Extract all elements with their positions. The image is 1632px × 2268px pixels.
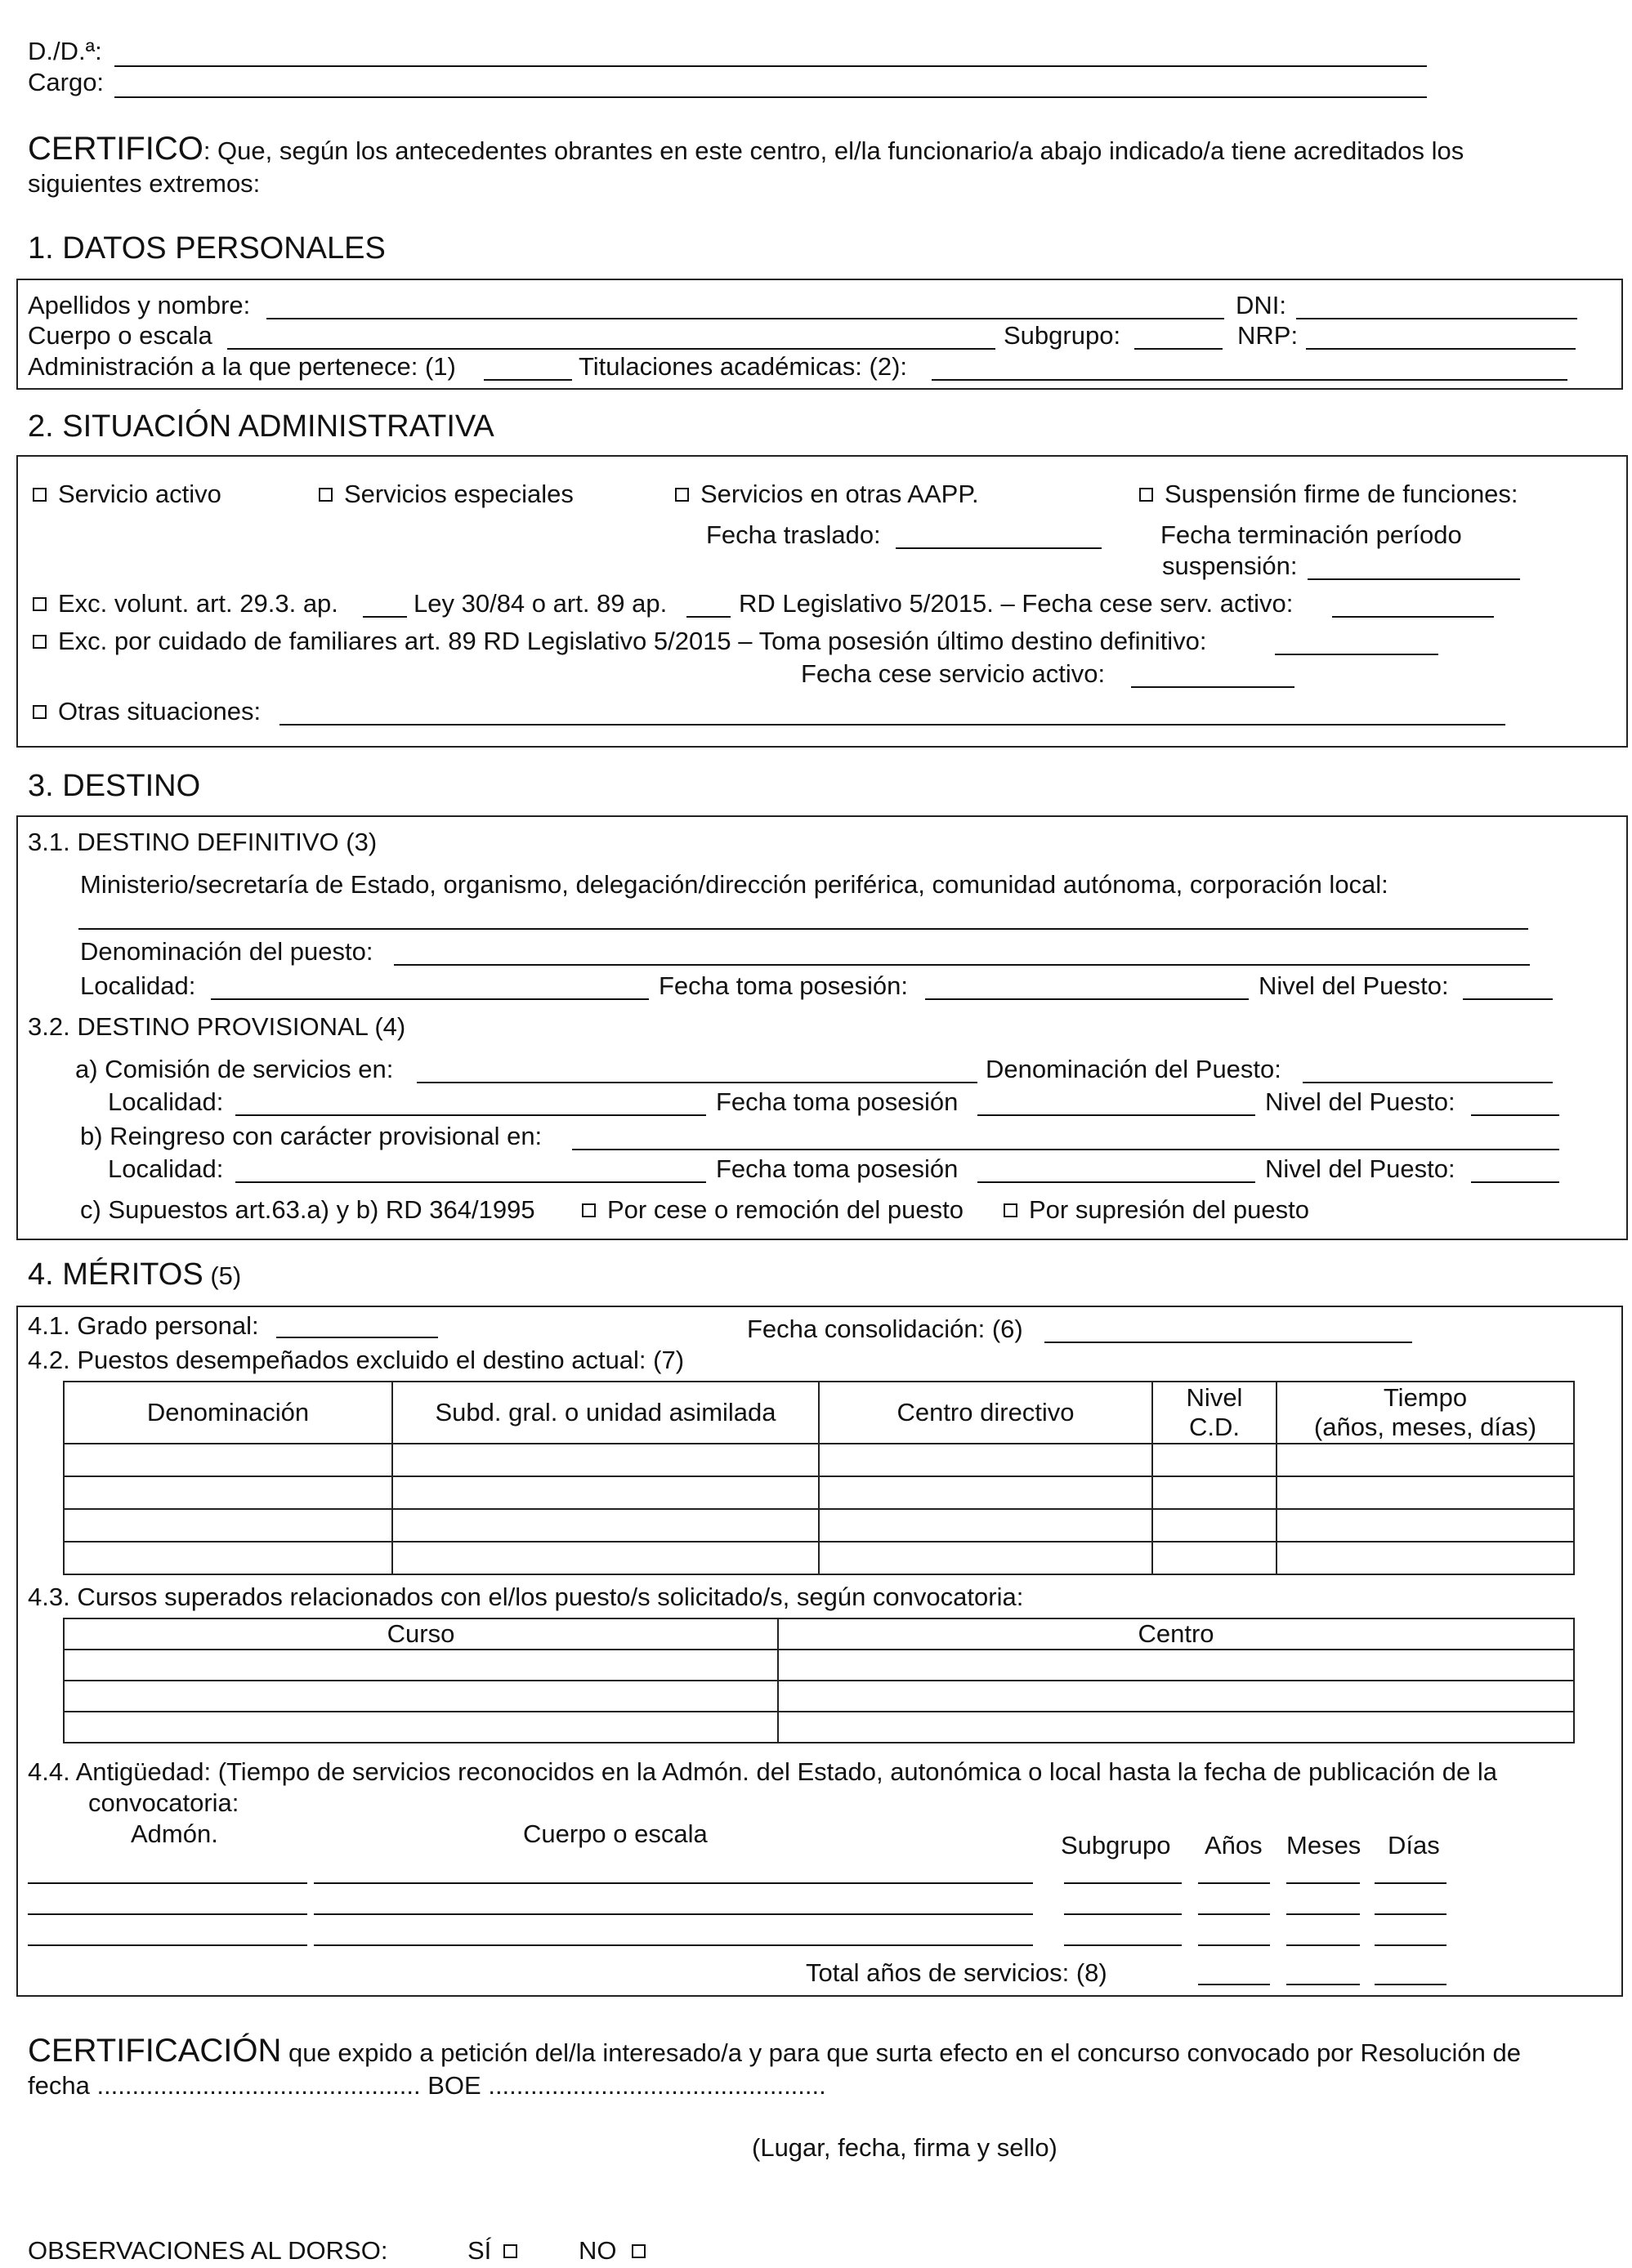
no-label: NO [579, 2236, 617, 2265]
si-label: SÍ [467, 2236, 492, 2265]
subgrupo-field[interactable] [1134, 348, 1223, 350]
fecha-consolidacion-label: Fecha consolidación: (6) [747, 1315, 1023, 1343]
cuerpo-escala-field[interactable] [314, 1882, 1033, 1884]
fecha-toma-b-label: Fecha toma posesión [716, 1154, 959, 1183]
por-supresion-option[interactable] [1004, 1194, 1309, 1225]
dias-field[interactable] [1375, 1882, 1446, 1884]
localidad-label: Localidad: [80, 971, 196, 1000]
puestos-label: 4.2. Puestos desempeñados excluido el destino actual: (7) [28, 1346, 685, 1374]
checkbox[interactable] [632, 2244, 646, 2258]
otras-situaciones-option[interactable] [33, 696, 261, 726]
certificacion-word: CERTIFICACIÓN [28, 2033, 282, 2069]
col-admon: Admón. [131, 1819, 218, 1848]
section-2-title: 2. SITUACIÓN ADMINISTRATIVA [28, 409, 494, 444]
checkbox[interactable] [582, 1203, 596, 1217]
exc-cuidado-option[interactable] [33, 626, 1207, 656]
header-tiempo [1277, 1382, 1574, 1444]
nrp-label: NRP: [1237, 321, 1299, 350]
header-centro-curso: Centro [778, 1618, 1574, 1650]
header-centro: Centro directivo [819, 1382, 1152, 1444]
no-option[interactable] [579, 2235, 657, 2266]
anos-field[interactable] [1198, 1944, 1270, 1946]
antiguedad-label-2: convocatoria: [88, 1788, 239, 1817]
cuerpo-escala-field[interactable] [314, 1944, 1033, 1946]
fecha-toma-label: Fecha toma posesión: [659, 971, 909, 1000]
cuerpo-label: Cuerpo o escala [28, 321, 212, 350]
fecha-cese-activo-field[interactable] [1332, 616, 1494, 618]
grado-field[interactable] [276, 1337, 438, 1338]
exc-volunt-ap2-field[interactable] [686, 616, 731, 618]
otras-situaciones-label: Otras situaciones: [58, 697, 262, 725]
fecha-consolidacion-field[interactable] [1044, 1342, 1412, 1343]
header-curso: Curso [64, 1618, 778, 1650]
subgrupo-ant-field[interactable] [1064, 1882, 1182, 1884]
fecha-cese-label: Fecha cese servicio activo: [801, 659, 1106, 688]
fecha-toma-field[interactable] [925, 998, 1249, 1000]
comision-label: a) Comisión de servicios en: [75, 1055, 394, 1083]
suspension-fecha-field[interactable] [1308, 578, 1520, 580]
suspension-label: Suspensión firme de funciones: [1165, 480, 1518, 508]
admon-field[interactable] [28, 1882, 307, 1884]
administracion-label: Administración a la que pertenece: (1) [28, 352, 456, 381]
header-nivel [1152, 1382, 1277, 1444]
localidad-field[interactable] [211, 998, 649, 1000]
admon-field[interactable] [28, 1944, 307, 1946]
reingreso-field[interactable] [572, 1149, 1559, 1150]
table-header-row [64, 1382, 1574, 1444]
header-nivel-line2: C.D. [1189, 1413, 1240, 1441]
certifico-paragraph [28, 129, 1464, 168]
meses-field[interactable] [1286, 1882, 1360, 1884]
certificacion-paragraph [28, 2031, 1521, 2070]
checkbox[interactable] [675, 488, 689, 502]
name-field[interactable] [114, 65, 1427, 67]
table-row[interactable] [64, 1444, 1574, 1476]
servicios-otras-label: Servicios en otras AAPP. [700, 480, 979, 508]
col-subgrupo: Subgrupo [1061, 1831, 1171, 1859]
meses-field[interactable] [1286, 1944, 1360, 1946]
certificacion-text: que expido a petición del/la interesado/a y para que surta efecto en el concurso convocado por Resolución de [281, 2038, 1521, 2067]
anos-field[interactable] [1198, 1913, 1270, 1915]
subgrupo-ant-field[interactable] [1064, 1913, 1182, 1915]
apellidos-field[interactable] [266, 318, 1224, 319]
nivel-a-label: Nivel del Puesto: [1265, 1087, 1455, 1116]
checkbox[interactable] [33, 635, 47, 649]
dias-field[interactable] [1375, 1944, 1446, 1946]
nivel-a-field[interactable] [1471, 1114, 1559, 1116]
denominacion-puesto-label: Denominación del Puesto: [986, 1055, 1281, 1083]
name-label: D./D.ª: [28, 37, 102, 65]
section-4-heading: 4. MÉRITOS [28, 1257, 203, 1292]
por-supresion-label: Por supresión del puesto [1029, 1195, 1309, 1224]
administracion-field[interactable] [484, 379, 572, 381]
nivel-b-field[interactable] [1471, 1181, 1559, 1183]
servicio-activo-option[interactable] [33, 479, 221, 509]
exc-cuidado-label: Exc. por cuidado de familiares art. 89 RD Legislativo 5/2015 – Toma posesión último destino definitivo: [58, 627, 1207, 655]
supuestos-label: c) Supuestos art.63.a) y b) RD 364/1995 [80, 1195, 535, 1224]
fecha-traslado-label: Fecha traslado: [706, 520, 881, 549]
localidad-a-label: Localidad: [108, 1087, 224, 1116]
fecha-toma-a-label: Fecha toma posesión [716, 1087, 959, 1116]
total-meses-field[interactable] [1286, 1984, 1360, 1985]
fecha-toma-b-field[interactable] [977, 1181, 1255, 1183]
nivel-label: Nivel del Puesto: [1259, 971, 1449, 1000]
table-row[interactable] [64, 1681, 1574, 1712]
section-4-title [28, 1257, 241, 1294]
dni-field[interactable] [1296, 318, 1577, 319]
cargo-field[interactable] [114, 96, 1427, 98]
table-row[interactable] [64, 1509, 1574, 1542]
localidad-a-field[interactable] [235, 1114, 706, 1116]
exc-volunt-option[interactable] [33, 588, 338, 618]
servicio-activo-label: Servicio activo [58, 480, 221, 508]
titulaciones-label: Titulaciones académicas: (2): [579, 352, 908, 381]
exc-volunt-rd-label: RD Legislativo 5/2015. – Fecha cese serv. activo: [739, 589, 1294, 618]
nrp-field[interactable] [1306, 348, 1576, 350]
destino-definitivo-title: 3.1. DESTINO DEFINITIVO (3) [28, 828, 378, 856]
localidad-b-field[interactable] [235, 1181, 706, 1183]
cargo-label: Cargo: [28, 68, 105, 96]
checkbox[interactable] [1004, 1203, 1017, 1217]
col-dias: Días [1388, 1831, 1440, 1859]
denominacion-label: Denominación del puesto: [80, 937, 373, 966]
table-row[interactable] [64, 1542, 1574, 1574]
exc-volunt-ap-field[interactable] [363, 616, 407, 618]
cuerpo-escala-field[interactable] [314, 1913, 1033, 1915]
nivel-b-label: Nivel del Puesto: [1265, 1154, 1455, 1183]
servicios-especiales-label: Servicios especiales [344, 480, 574, 508]
otras-situaciones-field[interactable] [279, 724, 1505, 725]
total-dias-field[interactable] [1375, 1984, 1446, 1985]
fecha-boe-line: fecha .............................................. BOE ................................................ [28, 2071, 826, 2100]
por-cese-option[interactable] [582, 1194, 964, 1225]
table-row[interactable] [64, 1712, 1574, 1743]
col-anos: Años [1205, 1831, 1263, 1859]
cursos-label: 4.3. Cursos superados relacionados con el/los puesto/s solicitado/s, según convocatoria: [28, 1583, 1024, 1611]
puestos-table [63, 1381, 1575, 1575]
checkbox[interactable] [319, 488, 333, 502]
comision-field[interactable] [417, 1082, 977, 1083]
denominacion-puesto-field[interactable] [1303, 1082, 1553, 1083]
fecha-terminacion-label: Fecha terminación período [1160, 520, 1462, 549]
header-tiempo-line1: Tiempo [1383, 1383, 1468, 1413]
dias-field[interactable] [1375, 1913, 1446, 1915]
table-header-row [64, 1618, 1574, 1650]
admon-field[interactable] [28, 1913, 307, 1915]
ministerio-field[interactable] [78, 928, 1528, 930]
header-tiempo-line2: (años, meses, días) [1313, 1413, 1537, 1441]
checkbox[interactable] [33, 597, 47, 611]
titulaciones-field[interactable] [932, 379, 1567, 381]
section-1-title: 1. DATOS PERSONALES [28, 231, 386, 266]
checkbox[interactable] [33, 488, 47, 502]
col-cuerpo: Cuerpo o escala [523, 1819, 708, 1848]
observaciones-label: OBSERVACIONES AL DORSO: [28, 2236, 388, 2265]
exc-volunt-ley-label: Ley 30/84 o art. 89 ap. [414, 589, 668, 618]
antiguedad-label: 4.4. Antigüedad: (Tiempo de servicios reconocidos en la Admón. del Estado, autonómica o local hasta la fecha de publicación de la [28, 1757, 1497, 1786]
ministerio-label: Ministerio/secretaría de Estado, organismo, delegación/dirección periférica, comunidad autónoma, corporación local: [80, 870, 1388, 899]
cursos-table [63, 1618, 1575, 1743]
servicios-especiales-option[interactable] [319, 479, 574, 509]
certifico-word: CERTIFICO [28, 131, 203, 167]
exc-volunt-label: Exc. volunt. art. 29.3. ap. [58, 589, 338, 618]
denominacion-field[interactable] [394, 964, 1530, 966]
dni-label: DNI: [1236, 291, 1286, 319]
header-subd: Subd. gral. o unidad asimilada [392, 1382, 819, 1444]
reingreso-label: b) Reingreso con carácter provisional en: [80, 1122, 543, 1150]
checkbox[interactable] [33, 705, 47, 719]
fecha-traslado-field[interactable] [896, 547, 1102, 549]
localidad-b-label: Localidad: [108, 1154, 224, 1183]
header-denominacion: Denominación [64, 1382, 392, 1444]
servicios-otras-option[interactable] [675, 479, 979, 509]
subgrupo-ant-field[interactable] [1064, 1944, 1182, 1946]
fecha-toma-a-field[interactable] [977, 1114, 1255, 1116]
suspension-option[interactable] [1139, 479, 1518, 509]
section-4-note: (5) [210, 1261, 242, 1290]
header-nivel-line1: Nivel [1186, 1383, 1243, 1413]
total-label: Total años de servicios: (8) [806, 1958, 1107, 1987]
certifico-text-2: siguientes extremos: [28, 169, 261, 198]
subgrupo-label: Subgrupo: [1004, 321, 1121, 350]
nivel-field[interactable] [1463, 998, 1553, 1000]
total-anos-field[interactable] [1198, 1984, 1270, 1985]
cuerpo-field[interactable] [227, 348, 995, 350]
anos-field[interactable] [1198, 1882, 1270, 1884]
meses-field[interactable] [1286, 1913, 1360, 1915]
por-cese-label: Por cese o remoción del puesto [607, 1195, 964, 1224]
col-meses: Meses [1286, 1831, 1361, 1859]
checkbox[interactable] [503, 2244, 517, 2258]
firma-label: (Lugar, fecha, firma y sello) [752, 2133, 1057, 2162]
table-row[interactable] [64, 1650, 1574, 1681]
fecha-cese-field[interactable] [1131, 686, 1294, 688]
certifico-text: : Que, según los antecedentes obrantes en este centro, el/la funcionario/a abajo indicado/a tiene acreditados los [203, 136, 1464, 165]
checkbox[interactable] [1139, 488, 1153, 502]
suspension-fecha-label: suspensión: [1162, 551, 1298, 580]
apellidos-label: Apellidos y nombre: [28, 291, 251, 319]
section-3-title: 3. DESTINO [28, 769, 201, 803]
destino-provisional-title: 3.2. DESTINO PROVISIONAL (4) [28, 1012, 406, 1041]
table-row[interactable] [64, 1476, 1574, 1509]
toma-posesion-field[interactable] [1275, 654, 1438, 655]
grado-label: 4.1. Grado personal: [28, 1311, 259, 1340]
si-option[interactable] [467, 2235, 529, 2266]
